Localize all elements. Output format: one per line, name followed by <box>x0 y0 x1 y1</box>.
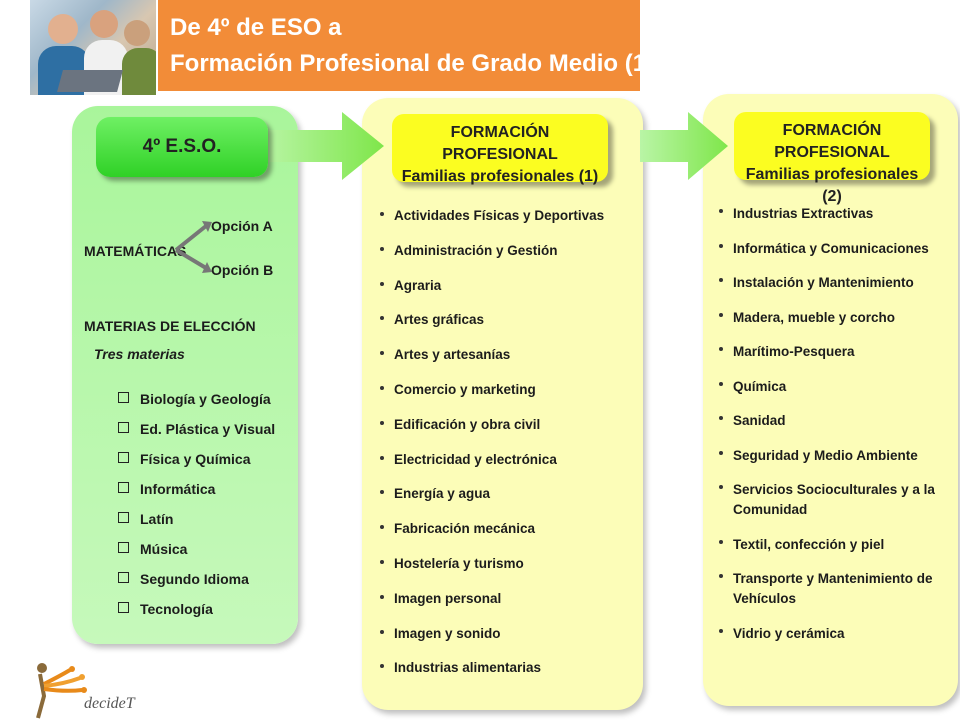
checkbox-icon <box>118 602 129 613</box>
list-item: Artes gráficas <box>380 311 635 346</box>
arrow-right-icon <box>640 112 728 180</box>
logo-text: decideT <box>84 695 135 712</box>
fp-families-list-2 <box>719 204 951 658</box>
list-item: Textil, confección y piel <box>719 535 951 555</box>
option-a-label: Opción A <box>211 218 273 234</box>
list-item: Latín <box>118 504 275 534</box>
students-photo <box>30 0 156 95</box>
list-item: Comercio y marketing <box>380 381 635 416</box>
checkbox-icon <box>118 422 129 433</box>
list-item: Vidrio y cerámica <box>719 624 951 644</box>
fp-title-1-line-2: Familias profesionales (1) <box>401 168 599 185</box>
list-item: Edificación y obra civil <box>380 416 635 451</box>
branch-arrows-icon <box>172 218 214 276</box>
checkbox-icon <box>118 392 129 403</box>
title-line-2: Formación Profesional de Grado Medio (1) <box>170 50 655 77</box>
list-item: Madera, mueble y corcho <box>719 308 951 328</box>
list-item: Informática y Comunicaciones <box>719 239 951 259</box>
list-item: Agraria <box>380 277 635 312</box>
title-line-1: De 4º de ESO a <box>170 14 342 41</box>
list-item: Biología y Geología <box>118 384 275 414</box>
electives-label: MATERIAS DE ELECCIÓN <box>84 318 256 334</box>
checkbox-icon <box>118 542 129 553</box>
fp-title-2-line-2: Familias profesionales (2) <box>745 166 919 205</box>
page-title <box>158 0 655 91</box>
list-item: Sanidad <box>719 411 951 431</box>
list-item: Artes y artesanías <box>380 346 635 381</box>
arrow-right-icon <box>262 112 384 180</box>
fp-title-1 <box>392 114 608 185</box>
list-item: Industrias alimentarias <box>380 659 635 694</box>
list-item: Hostelería y turismo <box>380 555 635 590</box>
list-item: Ed. Plástica y Visual <box>118 414 275 444</box>
list-item: Informática <box>118 474 275 504</box>
list-item: Música <box>118 534 275 564</box>
list-item: Física y Química <box>118 444 275 474</box>
checkbox-icon <box>118 482 129 493</box>
list-item: Transporte y Mantenimiento de Vehículos <box>719 569 951 609</box>
list-item: Tecnología <box>118 594 275 624</box>
list-item: Imagen personal <box>380 590 635 625</box>
math-label: MATEMÁTICAS <box>84 243 187 259</box>
checkbox-icon <box>118 512 129 523</box>
eso-title: 4º E.S.O. <box>96 117 268 177</box>
fp-title-1-line-1: FORMACIÓN PROFESIONAL <box>442 124 558 163</box>
checkbox-icon <box>118 452 129 463</box>
list-item: Electricidad y electrónica <box>380 451 635 486</box>
fp-title-2 <box>734 112 930 205</box>
list-item: Imagen y sonido <box>380 625 635 660</box>
list-item: Química <box>719 377 951 397</box>
list-item: Energía y agua <box>380 485 635 520</box>
list-item: Administración y Gestión <box>380 242 635 277</box>
fp-families-list-1 <box>380 207 635 694</box>
list-item: Marítimo-Pesquera <box>719 342 951 362</box>
list-item: Fabricación mecánica <box>380 520 635 555</box>
checkbox-icon <box>118 572 129 583</box>
list-item: Actividades Físicas y Deportivas <box>380 207 635 242</box>
list-item: Industrias Extractivas <box>719 204 951 224</box>
elective-subjects-list <box>118 384 275 624</box>
list-item: Servicios Socioculturales y a la Comunidad <box>719 480 951 520</box>
list-item: Seguridad y Medio Ambiente <box>719 446 951 466</box>
fp-title-2-line-1: FORMACIÓN PROFESIONAL <box>774 122 890 161</box>
list-item: Segundo Idioma <box>118 564 275 594</box>
list-item: Instalación y Mantenimiento <box>719 273 951 293</box>
electives-subtitle: Tres materias <box>94 346 185 362</box>
option-b-label: Opción B <box>211 262 274 278</box>
